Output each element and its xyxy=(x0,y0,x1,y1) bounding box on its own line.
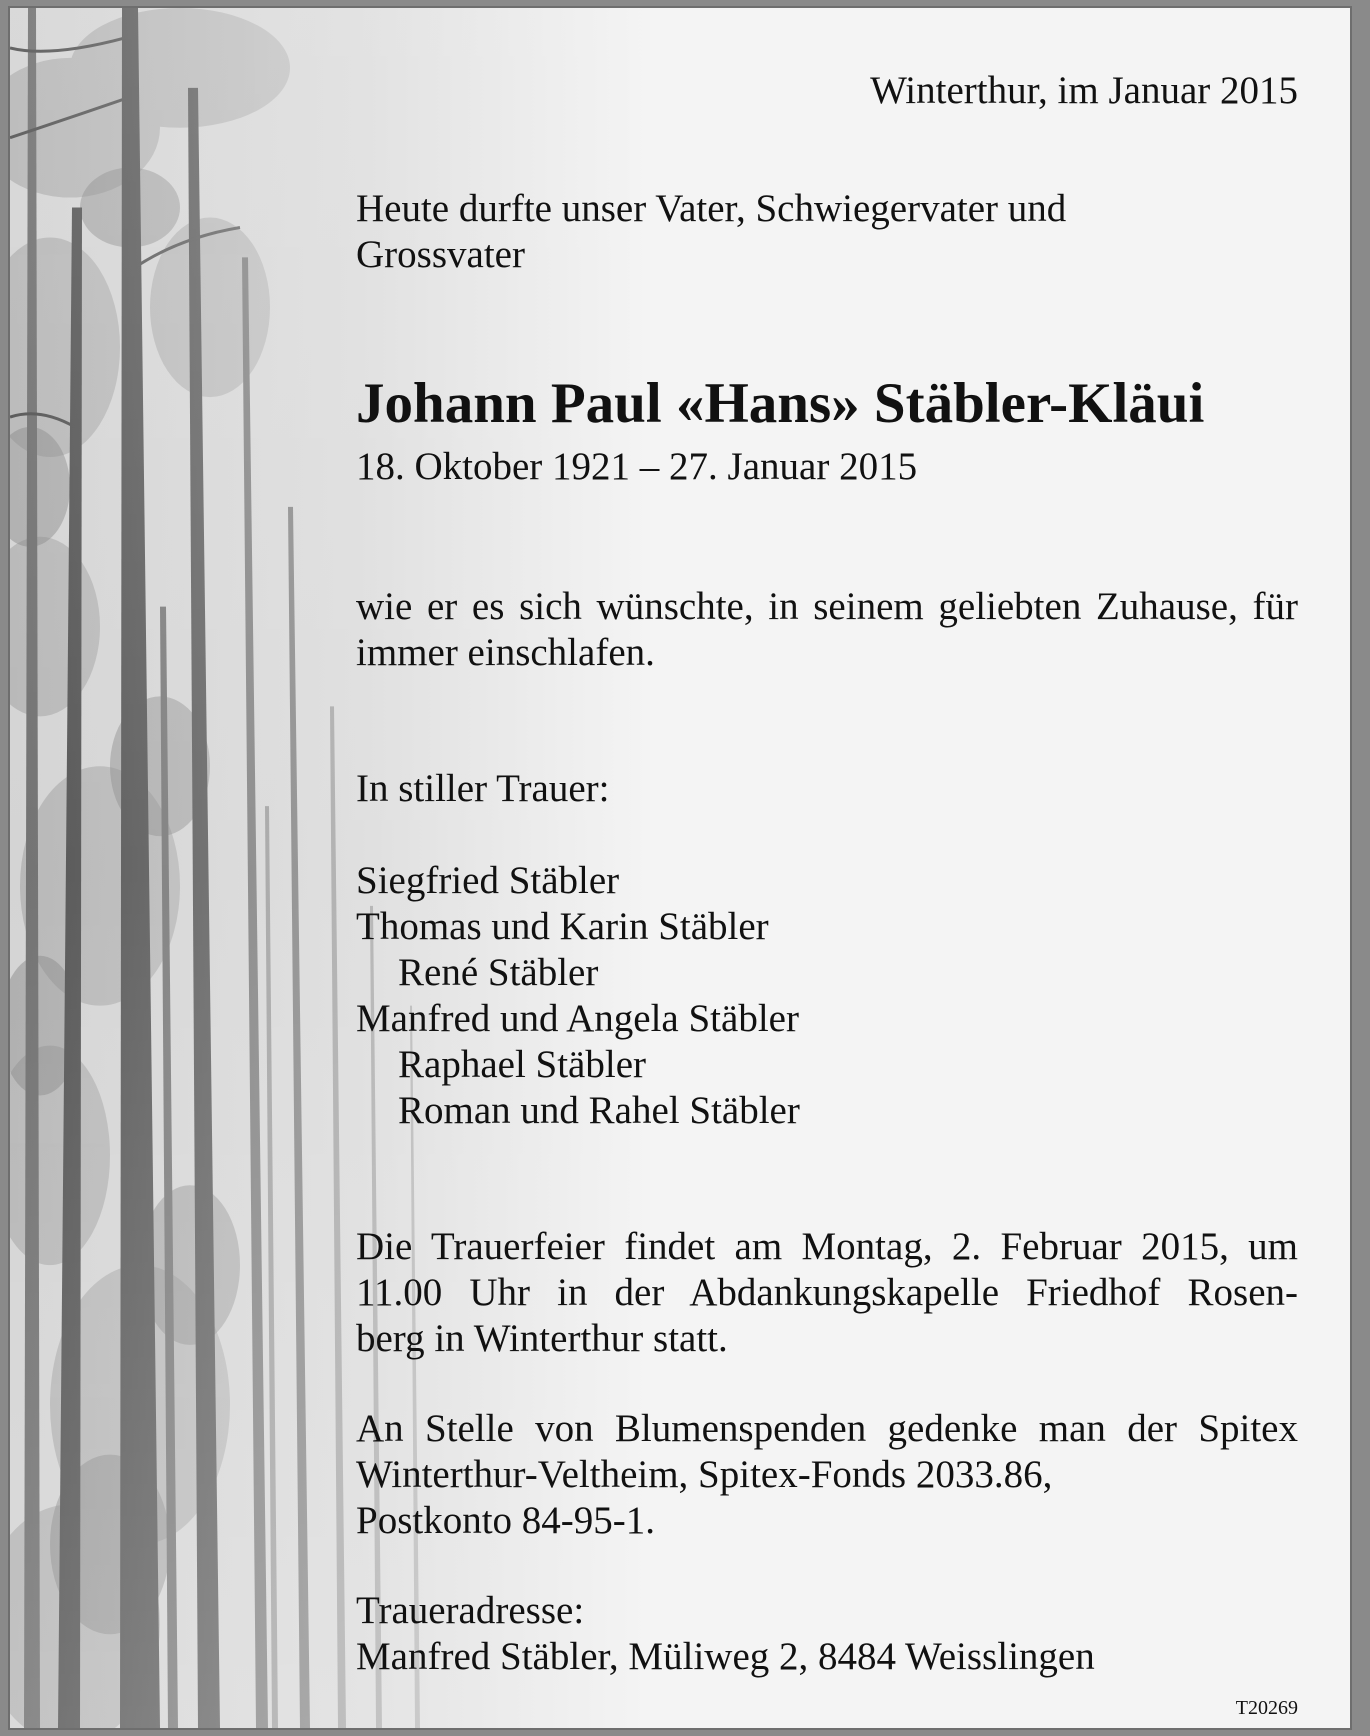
mourning-label: In stiller Trauer: xyxy=(356,767,610,810)
life-dates: 18. Oktober 1921 – 27. Januar 2015 xyxy=(356,445,918,488)
mourners-list xyxy=(356,858,800,1134)
intro-text xyxy=(356,186,1066,278)
donation-info xyxy=(356,1406,1298,1544)
intro-line: Heute durfte unser Vater, Schwiegervater und xyxy=(356,187,1067,230)
deceased-name: Johann Paul «Hans» Stäbler-Kläui xyxy=(356,372,1205,435)
donation-line: Postkonto 84-95-1. xyxy=(356,1499,656,1542)
reference-code: T20269 xyxy=(1235,1697,1298,1719)
mourner-name: Raphael Stäbler xyxy=(398,1043,646,1086)
mourner-name: Thomas und Karin Stäbler xyxy=(356,905,769,948)
ceremony-line: Die Trauerfeier findet am Montag, 2. Februar 2015, um xyxy=(356,1225,1298,1268)
donation-line: An Stelle von Blumenspenden gedenke man der Spitex xyxy=(356,1407,1298,1450)
place-date: Winterthur, im Januar 2015 xyxy=(870,69,1298,112)
mourner-name: Roman und Rahel Stäbler xyxy=(398,1089,800,1132)
obituary-notice xyxy=(8,6,1352,1730)
mourner-name: Manfred und Angela Stäbler xyxy=(356,997,799,1040)
ceremony-line: berg in Winterthur statt. xyxy=(356,1317,728,1360)
mourner-name: Siegfried Stäbler xyxy=(356,859,620,902)
mourning-address xyxy=(356,1588,1095,1680)
address-text: Manfred Stäbler, Müliweg 2, 8484 Weisslingen xyxy=(356,1635,1095,1678)
ceremony-line: 11.00 Uhr in der Abdankungskapelle Friedhof Rosen- xyxy=(356,1271,1298,1314)
ceremony-info xyxy=(356,1224,1298,1362)
donation-line: Winterthur-Veltheim, Spitex-Fonds 2033.86, xyxy=(356,1453,1053,1496)
address-label: Traueradresse: xyxy=(356,1589,585,1632)
intro-line: Grossvater xyxy=(356,233,525,276)
wish-text: wie er es sich wünschte, in seinem geliebten Zuhause, für immer einschlafen. xyxy=(356,585,1298,674)
mourner-name: René Stäbler xyxy=(398,951,599,994)
